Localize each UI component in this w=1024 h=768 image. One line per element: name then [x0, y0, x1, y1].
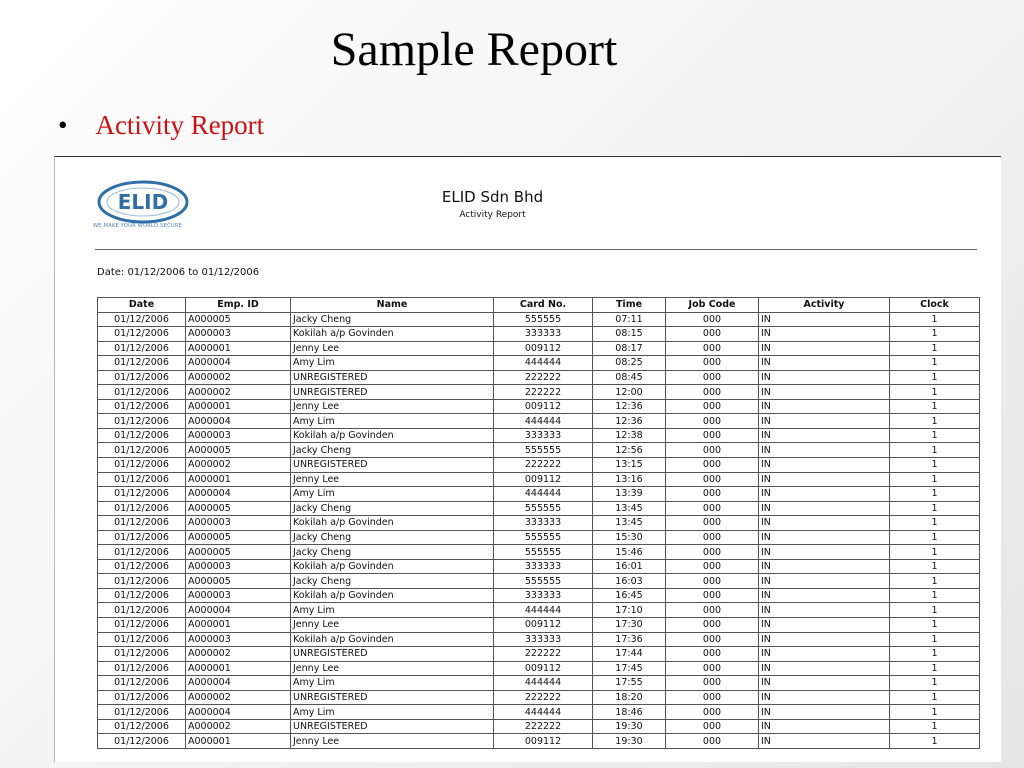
cell-date: 01/12/2006 — [98, 705, 186, 720]
cell-emp-id: A000005 — [186, 312, 291, 327]
report-subtitle: Activity Report — [459, 210, 526, 220]
cell-time: 12:38 — [593, 428, 666, 443]
cell-name: Amy Lim — [291, 705, 494, 720]
cell-clock: 1 — [890, 428, 980, 443]
cell-job-code: 000 — [666, 647, 759, 662]
cell-emp-id: A000003 — [186, 327, 291, 342]
cell-clock: 1 — [890, 399, 980, 414]
cell-job-code: 000 — [666, 458, 759, 473]
cell-date: 01/12/2006 — [98, 458, 186, 473]
table-body — [98, 312, 980, 748]
cell-clock: 1 — [890, 661, 980, 676]
cell-date: 01/12/2006 — [98, 501, 186, 516]
table-row — [98, 632, 980, 647]
cell-name: Amy Lim — [291, 487, 494, 502]
cell-date: 01/12/2006 — [98, 545, 186, 560]
table-row — [98, 676, 980, 691]
cell-job-code: 000 — [666, 618, 759, 633]
cell-job-code: 000 — [666, 661, 759, 676]
cell-date: 01/12/2006 — [98, 690, 186, 705]
column-header-activity: Activity — [759, 298, 890, 313]
cell-activity: IN — [759, 719, 890, 734]
cell-card-no: 222222 — [494, 385, 593, 400]
table-row — [98, 734, 980, 749]
cell-activity: IN — [759, 647, 890, 662]
cell-time: 17:36 — [593, 632, 666, 647]
cell-time: 19:30 — [593, 719, 666, 734]
table-row — [98, 545, 980, 560]
cell-activity: IN — [759, 341, 890, 356]
cell-date: 01/12/2006 — [98, 428, 186, 443]
cell-job-code: 000 — [666, 341, 759, 356]
logo-tagline: WE MAKE YOUR WORLD SECURE — [93, 223, 183, 229]
cell-job-code: 000 — [666, 516, 759, 531]
cell-job-code: 000 — [666, 385, 759, 400]
cell-emp-id: A000003 — [186, 516, 291, 531]
cell-name: Amy Lim — [291, 603, 494, 618]
cell-name: Kokilah a/p Govinden — [291, 327, 494, 342]
cell-job-code: 000 — [666, 690, 759, 705]
cell-name: Amy Lim — [291, 414, 494, 429]
cell-name: UNREGISTERED — [291, 719, 494, 734]
cell-job-code: 000 — [666, 370, 759, 385]
cell-time: 12:00 — [593, 385, 666, 400]
cell-activity: IN — [759, 501, 890, 516]
cell-date: 01/12/2006 — [98, 472, 186, 487]
cell-emp-id: A000003 — [186, 428, 291, 443]
cell-emp-id: A000001 — [186, 341, 291, 356]
cell-emp-id: A000004 — [186, 705, 291, 720]
column-header-time: Time — [593, 298, 666, 313]
cell-job-code: 000 — [666, 501, 759, 516]
table-row — [98, 719, 980, 734]
cell-emp-id: A000002 — [186, 719, 291, 734]
cell-name: Jacky Cheng — [291, 443, 494, 458]
cell-card-no: 009112 — [494, 399, 593, 414]
column-header-name: Name — [291, 298, 494, 313]
cell-clock: 1 — [890, 734, 980, 749]
cell-activity: IN — [759, 603, 890, 618]
table-row — [98, 574, 980, 589]
table-row — [98, 559, 980, 574]
cell-name: Jacky Cheng — [291, 545, 494, 560]
cell-card-no: 444444 — [494, 705, 593, 720]
cell-date: 01/12/2006 — [98, 574, 186, 589]
cell-activity: IN — [759, 312, 890, 327]
cell-job-code: 000 — [666, 356, 759, 371]
cell-clock: 1 — [890, 487, 980, 502]
cell-emp-id: A000002 — [186, 385, 291, 400]
cell-date: 01/12/2006 — [98, 734, 186, 749]
cell-job-code: 000 — [666, 588, 759, 603]
cell-date: 01/12/2006 — [98, 530, 186, 545]
cell-card-no: 009112 — [494, 734, 593, 749]
cell-emp-id: A000005 — [186, 545, 291, 560]
cell-name: Jenny Lee — [291, 472, 494, 487]
cell-clock: 1 — [890, 385, 980, 400]
cell-emp-id: A000004 — [186, 676, 291, 691]
cell-date: 01/12/2006 — [98, 676, 186, 691]
cell-clock: 1 — [890, 341, 980, 356]
table-header-row — [98, 298, 980, 313]
cell-card-no: 555555 — [494, 501, 593, 516]
cell-emp-id: A000004 — [186, 414, 291, 429]
cell-job-code: 000 — [666, 472, 759, 487]
cell-time: 08:15 — [593, 327, 666, 342]
cell-emp-id: A000003 — [186, 588, 291, 603]
cell-date: 01/12/2006 — [98, 559, 186, 574]
cell-activity: IN — [759, 516, 890, 531]
cell-time: 17:30 — [593, 618, 666, 633]
cell-clock: 1 — [890, 574, 980, 589]
cell-clock: 1 — [890, 414, 980, 429]
cell-activity: IN — [759, 690, 890, 705]
cell-card-no: 009112 — [494, 618, 593, 633]
cell-card-no: 555555 — [494, 312, 593, 327]
cell-card-no: 222222 — [494, 458, 593, 473]
cell-activity: IN — [759, 443, 890, 458]
cell-activity: IN — [759, 574, 890, 589]
cell-activity: IN — [759, 370, 890, 385]
table-row — [98, 588, 980, 603]
table-row — [98, 661, 980, 676]
cell-date: 01/12/2006 — [98, 327, 186, 342]
table-row — [98, 603, 980, 618]
cell-clock: 1 — [890, 472, 980, 487]
cell-activity: IN — [759, 414, 890, 429]
cell-activity: IN — [759, 618, 890, 633]
cell-name: Kokilah a/p Govinden — [291, 559, 494, 574]
cell-activity: IN — [759, 327, 890, 342]
table-row — [98, 705, 980, 720]
cell-clock: 1 — [890, 690, 980, 705]
cell-clock: 1 — [890, 501, 980, 516]
cell-clock: 1 — [890, 559, 980, 574]
cell-job-code: 000 — [666, 705, 759, 720]
bullet-item — [58, 110, 264, 141]
cell-clock: 1 — [890, 603, 980, 618]
header-divider — [95, 249, 977, 250]
cell-date: 01/12/2006 — [98, 443, 186, 458]
cell-emp-id: A000001 — [186, 734, 291, 749]
cell-activity: IN — [759, 385, 890, 400]
cell-clock: 1 — [890, 719, 980, 734]
table-row — [98, 690, 980, 705]
cell-activity: IN — [759, 545, 890, 560]
cell-date: 01/12/2006 — [98, 341, 186, 356]
cell-date: 01/12/2006 — [98, 632, 186, 647]
cell-job-code: 000 — [666, 734, 759, 749]
cell-card-no: 333333 — [494, 428, 593, 443]
cell-card-no: 444444 — [494, 603, 593, 618]
cell-date: 01/12/2006 — [98, 312, 186, 327]
table-row — [98, 501, 980, 516]
column-header-emp-id: Emp. ID — [186, 298, 291, 313]
cell-name: UNREGISTERED — [291, 370, 494, 385]
cell-time: 13:39 — [593, 487, 666, 502]
cell-date: 01/12/2006 — [98, 414, 186, 429]
cell-emp-id: A000001 — [186, 661, 291, 676]
cell-date: 01/12/2006 — [98, 370, 186, 385]
cell-clock: 1 — [890, 676, 980, 691]
cell-name: Amy Lim — [291, 676, 494, 691]
cell-clock: 1 — [890, 312, 980, 327]
cell-date: 01/12/2006 — [98, 661, 186, 676]
cell-emp-id: A000002 — [186, 370, 291, 385]
bullet-dot: • — [58, 110, 68, 140]
cell-activity: IN — [759, 458, 890, 473]
cell-emp-id: A000005 — [186, 443, 291, 458]
table-row — [98, 385, 980, 400]
cell-time: 13:16 — [593, 472, 666, 487]
table-row — [98, 647, 980, 662]
table-row — [98, 312, 980, 327]
cell-clock: 1 — [890, 516, 980, 531]
cell-activity: IN — [759, 734, 890, 749]
cell-emp-id: A000004 — [186, 356, 291, 371]
cell-emp-id: A000003 — [186, 632, 291, 647]
company-name: ELID Sdn Bhd — [441, 188, 544, 206]
cell-date: 01/12/2006 — [98, 603, 186, 618]
cell-clock: 1 — [890, 588, 980, 603]
cell-name: Kokilah a/p Govinden — [291, 632, 494, 647]
cell-card-no: 333333 — [494, 327, 593, 342]
cell-date: 01/12/2006 — [98, 588, 186, 603]
cell-card-no: 333333 — [494, 559, 593, 574]
cell-time: 17:45 — [593, 661, 666, 676]
table-row — [98, 370, 980, 385]
table-row — [98, 414, 980, 429]
cell-time: 13:15 — [593, 458, 666, 473]
column-header-date: Date — [98, 298, 186, 313]
table-row — [98, 428, 980, 443]
cell-name: Jenny Lee — [291, 661, 494, 676]
cell-emp-id: A000002 — [186, 690, 291, 705]
cell-time: 17:10 — [593, 603, 666, 618]
cell-clock: 1 — [890, 370, 980, 385]
logo-text: ELID — [117, 190, 169, 214]
cell-clock: 1 — [890, 458, 980, 473]
cell-card-no: 333333 — [494, 516, 593, 531]
table-row — [98, 399, 980, 414]
cell-emp-id: A000003 — [186, 559, 291, 574]
table-row — [98, 356, 980, 371]
cell-activity: IN — [759, 661, 890, 676]
cell-time: 13:45 — [593, 501, 666, 516]
cell-clock: 1 — [890, 545, 980, 560]
cell-job-code: 000 — [666, 632, 759, 647]
cell-job-code: 000 — [666, 312, 759, 327]
cell-job-code: 000 — [666, 545, 759, 560]
cell-name: Jacky Cheng — [291, 530, 494, 545]
cell-name: Jenny Lee — [291, 399, 494, 414]
cell-name: Jenny Lee — [291, 618, 494, 633]
cell-name: Kokilah a/p Govinden — [291, 516, 494, 531]
cell-emp-id: A000001 — [186, 618, 291, 633]
cell-clock: 1 — [890, 705, 980, 720]
cell-name: Jenny Lee — [291, 734, 494, 749]
cell-job-code: 000 — [666, 327, 759, 342]
cell-time: 19:30 — [593, 734, 666, 749]
cell-name: UNREGISTERED — [291, 647, 494, 662]
cell-activity: IN — [759, 530, 890, 545]
cell-time: 17:44 — [593, 647, 666, 662]
table-row — [98, 530, 980, 545]
cell-name: Jacky Cheng — [291, 574, 494, 589]
table-row — [98, 487, 980, 502]
cell-name: Kokilah a/p Govinden — [291, 588, 494, 603]
cell-time: 18:46 — [593, 705, 666, 720]
cell-date: 01/12/2006 — [98, 385, 186, 400]
cell-job-code: 000 — [666, 530, 759, 545]
cell-activity: IN — [759, 705, 890, 720]
slide-title: Sample Report — [330, 23, 618, 76]
cell-time: 07:11 — [593, 312, 666, 327]
cell-date: 01/12/2006 — [98, 719, 186, 734]
cell-activity: IN — [759, 399, 890, 414]
cell-job-code: 000 — [666, 719, 759, 734]
cell-card-no: 444444 — [494, 676, 593, 691]
cell-activity: IN — [759, 472, 890, 487]
cell-card-no: 009112 — [494, 661, 593, 676]
cell-time: 17:55 — [593, 676, 666, 691]
cell-emp-id: A000004 — [186, 603, 291, 618]
cell-time: 16:01 — [593, 559, 666, 574]
cell-activity: IN — [759, 487, 890, 502]
cell-job-code: 000 — [666, 559, 759, 574]
date-range: Date: 01/12/2006 to 01/12/2006 — [97, 267, 260, 278]
cell-card-no: 555555 — [494, 545, 593, 560]
cell-name: Jacky Cheng — [291, 501, 494, 516]
bullet-text: Activity Report — [95, 110, 265, 140]
cell-date: 01/12/2006 — [98, 399, 186, 414]
cell-time: 13:45 — [593, 516, 666, 531]
cell-emp-id: A000004 — [186, 487, 291, 502]
table-row — [98, 516, 980, 531]
cell-time: 15:46 — [593, 545, 666, 560]
cell-emp-id: A000001 — [186, 399, 291, 414]
cell-card-no: 555555 — [494, 530, 593, 545]
report-document — [54, 156, 1001, 762]
cell-card-no: 555555 — [494, 443, 593, 458]
cell-time: 15:30 — [593, 530, 666, 545]
cell-name: Amy Lim — [291, 356, 494, 371]
cell-time: 12:36 — [593, 399, 666, 414]
cell-date: 01/12/2006 — [98, 356, 186, 371]
cell-card-no: 222222 — [494, 690, 593, 705]
cell-date: 01/12/2006 — [98, 618, 186, 633]
cell-clock: 1 — [890, 647, 980, 662]
cell-time: 08:45 — [593, 370, 666, 385]
column-header-card-no: Card No. — [494, 298, 593, 313]
table-row — [98, 472, 980, 487]
cell-card-no: 333333 — [494, 632, 593, 647]
cell-activity: IN — [759, 632, 890, 647]
cell-job-code: 000 — [666, 487, 759, 502]
cell-card-no: 009112 — [494, 341, 593, 356]
cell-time: 08:17 — [593, 341, 666, 356]
table-row — [98, 341, 980, 356]
cell-job-code: 000 — [666, 428, 759, 443]
cell-card-no: 444444 — [494, 487, 593, 502]
cell-clock: 1 — [890, 618, 980, 633]
cell-time: 12:36 — [593, 414, 666, 429]
cell-card-no: 222222 — [494, 647, 593, 662]
cell-date: 01/12/2006 — [98, 487, 186, 502]
cell-job-code: 000 — [666, 574, 759, 589]
cell-name: UNREGISTERED — [291, 690, 494, 705]
cell-time: 16:45 — [593, 588, 666, 603]
cell-card-no: 555555 — [494, 574, 593, 589]
cell-name: UNREGISTERED — [291, 385, 494, 400]
cell-activity: IN — [759, 428, 890, 443]
cell-clock: 1 — [890, 530, 980, 545]
cell-time: 18:20 — [593, 690, 666, 705]
cell-job-code: 000 — [666, 603, 759, 618]
cell-card-no: 222222 — [494, 370, 593, 385]
cell-card-no: 222222 — [494, 719, 593, 734]
cell-job-code: 000 — [666, 443, 759, 458]
activity-table — [97, 297, 980, 749]
cell-activity: IN — [759, 559, 890, 574]
table-row — [98, 618, 980, 633]
cell-card-no: 009112 — [494, 472, 593, 487]
cell-card-no: 444444 — [494, 356, 593, 371]
column-header-job-code: Job Code — [666, 298, 759, 313]
cell-name: Jacky Cheng — [291, 312, 494, 327]
cell-card-no: 333333 — [494, 588, 593, 603]
cell-emp-id: A000005 — [186, 574, 291, 589]
table-row — [98, 443, 980, 458]
cell-job-code: 000 — [666, 399, 759, 414]
column-header-clock: Clock — [890, 298, 980, 313]
cell-name: Jenny Lee — [291, 341, 494, 356]
cell-emp-id: A000002 — [186, 458, 291, 473]
cell-clock: 1 — [890, 356, 980, 371]
cell-clock: 1 — [890, 632, 980, 647]
table-row — [98, 458, 980, 473]
table-row — [98, 327, 980, 342]
cell-name: UNREGISTERED — [291, 458, 494, 473]
cell-activity: IN — [759, 356, 890, 371]
cell-activity: IN — [759, 676, 890, 691]
cell-emp-id: A000005 — [186, 501, 291, 516]
cell-emp-id: A000001 — [186, 472, 291, 487]
cell-date: 01/12/2006 — [98, 647, 186, 662]
cell-emp-id: A000005 — [186, 530, 291, 545]
cell-time: 12:56 — [593, 443, 666, 458]
cell-time: 08:25 — [593, 356, 666, 371]
cell-job-code: 000 — [666, 414, 759, 429]
cell-name: Kokilah a/p Govinden — [291, 428, 494, 443]
cell-time: 16:03 — [593, 574, 666, 589]
cell-clock: 1 — [890, 327, 980, 342]
cell-job-code: 000 — [666, 676, 759, 691]
cell-emp-id: A000002 — [186, 647, 291, 662]
cell-date: 01/12/2006 — [98, 516, 186, 531]
cell-clock: 1 — [890, 443, 980, 458]
cell-card-no: 444444 — [494, 414, 593, 429]
cell-activity: IN — [759, 588, 890, 603]
